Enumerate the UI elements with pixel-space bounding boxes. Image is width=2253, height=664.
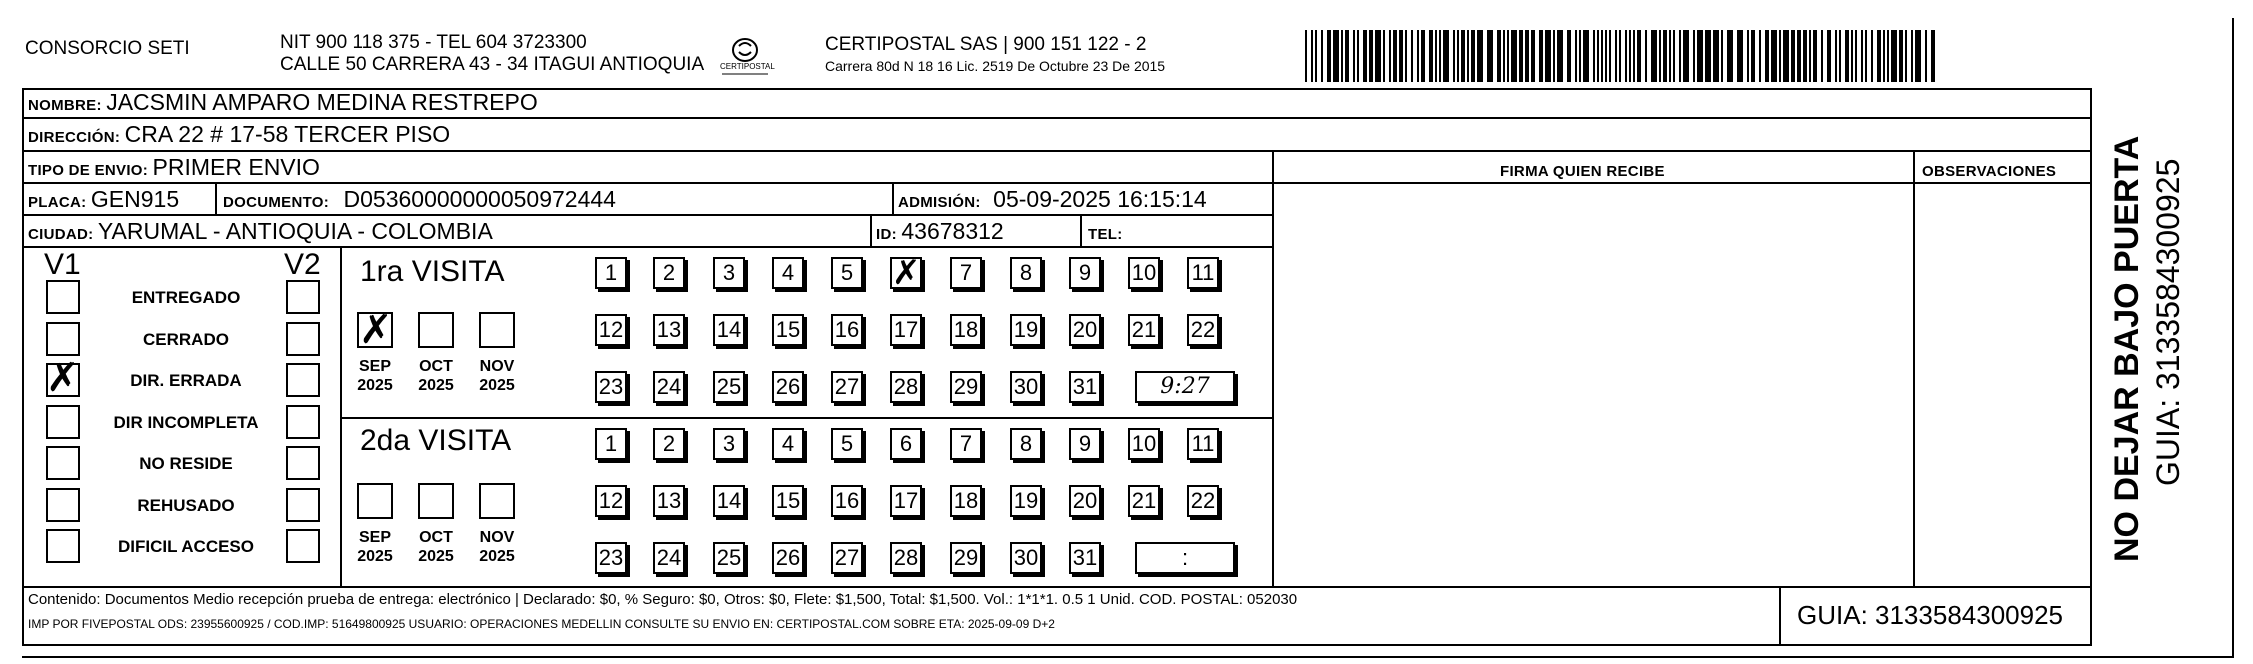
ciudad-row bbox=[28, 217, 493, 249]
second-visit-day[interactable]: 26 bbox=[772, 542, 804, 574]
v2-checkbox-1[interactable] bbox=[286, 280, 320, 314]
first-visit-day[interactable]: 16 bbox=[831, 314, 863, 346]
barcode-bar bbox=[1765, 30, 1769, 82]
v2-checkbox-7[interactable] bbox=[286, 529, 320, 563]
footer-contents: Contenido: Documentos Medio recepción prueba de entrega: electrónico | Declarado: $0, % Seguro: $0, Otros: $0, Flete: $1,500, Total: $1,500. Vol.: 1*1*1. 0.5 1 Unid. COD. POSTAL: 052030 bbox=[28, 591, 1298, 608]
barcode-bar bbox=[1567, 30, 1571, 82]
first-visit-day[interactable]: 25 bbox=[713, 371, 745, 403]
second-visit-day[interactable]: 28 bbox=[890, 542, 922, 574]
barcode-bar bbox=[1855, 30, 1857, 82]
month-name: NOV bbox=[479, 529, 515, 546]
second-visit-day[interactable]: 15 bbox=[772, 485, 804, 517]
carrier-line: CERTIPOSTAL SAS | 900 151 122 - 2 bbox=[825, 34, 1147, 55]
company-name: CONSORCIO SETI bbox=[25, 38, 190, 59]
barcode-bar bbox=[1457, 30, 1459, 82]
barcode-bar bbox=[1633, 30, 1635, 82]
month-year: 2025 bbox=[357, 377, 393, 394]
barcode-bar bbox=[1593, 30, 1595, 82]
first-visit-day[interactable]: 9 bbox=[1069, 257, 1101, 289]
barcode-bar bbox=[1453, 30, 1455, 82]
barcode-bar bbox=[1877, 30, 1881, 82]
barcode-bar bbox=[1321, 30, 1323, 82]
barcode-bar bbox=[1609, 30, 1611, 82]
barcode-bar bbox=[1545, 30, 1551, 82]
second-visit-time[interactable]: : bbox=[1135, 542, 1235, 574]
barcode-bar bbox=[1871, 30, 1873, 82]
barcode-bar bbox=[1597, 30, 1599, 82]
barcode-bar bbox=[1345, 30, 1349, 82]
first-visit-day[interactable]: 23 bbox=[595, 371, 627, 403]
barcode-bar bbox=[1579, 30, 1581, 82]
first-visit-day[interactable] bbox=[890, 253, 922, 293]
v2-checkbox-5[interactable] bbox=[286, 446, 320, 480]
barcode-bar bbox=[1883, 30, 1885, 82]
v2-label: V2 bbox=[284, 248, 321, 281]
v1-checkbox-5[interactable] bbox=[46, 446, 80, 480]
id-row bbox=[876, 217, 1004, 249]
first-visit-day[interactable]: 18 bbox=[950, 314, 982, 346]
second-visit-day[interactable]: 19 bbox=[1010, 485, 1042, 517]
placa-row bbox=[28, 185, 179, 217]
direccion-label: DIRECCIÓN: bbox=[28, 129, 121, 146]
barcode-bar bbox=[1525, 30, 1529, 82]
barcode-bar bbox=[1507, 30, 1509, 82]
barcode-bar bbox=[1813, 30, 1817, 82]
barcode-bar bbox=[1851, 30, 1853, 82]
direccion-row bbox=[28, 120, 450, 152]
v1-checkbox-1[interactable] bbox=[46, 280, 80, 314]
barcode-bar bbox=[1383, 30, 1385, 82]
barcode-bar bbox=[1713, 30, 1719, 82]
v1-checkbox-7[interactable] bbox=[46, 529, 80, 563]
barcode-bar bbox=[1363, 30, 1367, 82]
address-line: CALLE 50 CARRERA 43 - 34 ITAGUI ANTIOQUIA bbox=[280, 54, 705, 75]
ciudad-value: YARUMAL - ANTIOQUIA - COLOMBIA bbox=[97, 218, 493, 244]
logo-text: CERTIPOSTAL bbox=[720, 62, 775, 71]
barcode-bar bbox=[1663, 30, 1667, 82]
second-visit-day[interactable]: 5 bbox=[831, 428, 863, 460]
barcode-bar bbox=[1357, 30, 1359, 82]
second-visit-day[interactable]: 8 bbox=[1010, 428, 1042, 460]
barcode-bar bbox=[1771, 30, 1777, 82]
first-visit-title: 1ra VISITA bbox=[360, 255, 505, 288]
documento-label: DOCUMENTO: bbox=[223, 194, 330, 211]
first-visit-day[interactable]: 3 bbox=[713, 257, 745, 289]
barcode-bar bbox=[1629, 30, 1631, 82]
certipostal-logo bbox=[720, 34, 775, 80]
first-visit-day[interactable]: 13 bbox=[653, 314, 685, 346]
month-year: 2025 bbox=[418, 377, 454, 394]
barcode-bar bbox=[1421, 30, 1425, 82]
barcode-bar bbox=[1891, 30, 1897, 82]
barcode-bar bbox=[1553, 30, 1555, 82]
barcode-bar bbox=[1333, 30, 1339, 82]
month-year: 2025 bbox=[479, 548, 515, 565]
second-visit-day[interactable]: 2 bbox=[653, 428, 685, 460]
barcode-bar bbox=[1915, 30, 1921, 82]
v1-label: V1 bbox=[44, 248, 81, 281]
status-label: ENTREGADO bbox=[131, 288, 241, 307]
barcode-bar bbox=[1305, 30, 1307, 82]
barcode-bar bbox=[1887, 30, 1889, 82]
no-dejar-warning: NO DEJAR BAJO PUERTA bbox=[2108, 135, 2146, 562]
barcode-bar bbox=[1645, 30, 1647, 82]
second-visit-day[interactable]: 10 bbox=[1128, 428, 1160, 460]
placa-value: GEN915 bbox=[90, 186, 180, 212]
barcode-bar bbox=[1417, 30, 1419, 82]
tipo-row bbox=[28, 153, 320, 185]
observaciones-label: OBSERVACIONES bbox=[1922, 163, 2057, 180]
second-visit-month-label bbox=[413, 528, 459, 566]
month-check-mark: ✗ bbox=[359, 307, 393, 353]
barcode-bar bbox=[1861, 30, 1863, 82]
v1-check-mark: ✗ bbox=[46, 355, 80, 401]
barcode-bar bbox=[1911, 30, 1913, 82]
barcode-bar bbox=[1519, 30, 1523, 82]
barcode-bar bbox=[1783, 30, 1789, 82]
first-visit-day[interactable]: 4 bbox=[772, 257, 804, 289]
footer-guia: GUIA: 3133584300925 bbox=[1797, 600, 2063, 630]
barcode-bar bbox=[1797, 30, 1801, 82]
second-visit-day[interactable]: 25 bbox=[713, 542, 745, 574]
first-visit-day[interactable]: 14 bbox=[713, 314, 745, 346]
first-visit-day[interactable]: 24 bbox=[653, 371, 685, 403]
first-visit-day[interactable]: 7 bbox=[950, 257, 982, 289]
second-visit-month-checkbox[interactable] bbox=[357, 483, 393, 519]
first-visit-month-label bbox=[413, 357, 459, 395]
barcode-bar bbox=[1405, 30, 1407, 82]
barcode-bar bbox=[1669, 30, 1671, 82]
delivery-form bbox=[22, 88, 2092, 646]
barcode-bar bbox=[1803, 30, 1807, 82]
first-visit-day[interactable]: 15 bbox=[772, 314, 804, 346]
barcode-bar bbox=[1375, 30, 1381, 82]
barcode-bar bbox=[1369, 30, 1373, 82]
barcode-bar bbox=[1393, 30, 1397, 82]
barcode-bar bbox=[1311, 30, 1313, 82]
status-label: DIR INCOMPLETA bbox=[113, 413, 259, 432]
barcode-bar bbox=[1845, 30, 1849, 82]
second-visit-day[interactable]: 31 bbox=[1069, 542, 1101, 574]
barcode-bar bbox=[1899, 30, 1903, 82]
barcode-bar bbox=[1727, 30, 1733, 82]
barcode-bar bbox=[1809, 30, 1811, 82]
day-mark: ✗ bbox=[892, 253, 921, 293]
nombre-label: NOMBRE: bbox=[28, 97, 102, 114]
documento-value: D05360000000050972444 bbox=[343, 186, 616, 212]
second-visit-month-label bbox=[352, 528, 398, 566]
second-visit-day[interactable]: 20 bbox=[1069, 485, 1101, 517]
barcode-bar bbox=[1637, 30, 1641, 82]
month-name: SEP bbox=[358, 358, 391, 375]
placa-label: PLACA: bbox=[28, 194, 87, 211]
barcode-bar bbox=[1673, 30, 1675, 82]
first-visit-day[interactable]: 2 bbox=[653, 257, 685, 289]
barcode-bar bbox=[1925, 30, 1927, 82]
barcode-bar bbox=[1531, 30, 1535, 82]
barcode-bar bbox=[1429, 30, 1433, 82]
side-guia: GUIA: 3133584300925 bbox=[2150, 158, 2186, 486]
firma-label: FIRMA QUIEN RECIBE bbox=[1500, 163, 1665, 180]
month-year: 2025 bbox=[357, 548, 393, 565]
barcode-bar bbox=[1697, 30, 1703, 82]
first-visit-day[interactable]: 26 bbox=[772, 371, 804, 403]
barcode-bar bbox=[1435, 30, 1437, 82]
barcode-bar bbox=[1557, 30, 1563, 82]
barcode-bar bbox=[1353, 30, 1355, 82]
barcode-bar bbox=[1693, 30, 1695, 82]
first-visit-day[interactable]: 20 bbox=[1069, 314, 1101, 346]
first-visit-time[interactable]: 9:27 bbox=[1135, 371, 1235, 403]
barcode-bar bbox=[1721, 30, 1723, 82]
barcode-bar bbox=[1539, 30, 1543, 82]
barcode-bar bbox=[1443, 30, 1449, 82]
barcode-bar bbox=[1905, 30, 1907, 82]
status-label: DIFICIL ACCESO bbox=[117, 537, 254, 556]
v2-checkbox-3[interactable] bbox=[286, 363, 320, 397]
barcode-bar bbox=[1737, 30, 1743, 82]
license-line: Carrera 80d N 18 16 Lic. 2519 De Octubre 23 De 2015 bbox=[825, 58, 1166, 74]
barcode-bar bbox=[1827, 30, 1831, 82]
status-label: REHUSADO bbox=[137, 496, 235, 515]
barcode-bar bbox=[1779, 30, 1781, 82]
barcode-bar bbox=[1835, 30, 1837, 82]
nombre-row bbox=[28, 88, 538, 120]
admision-label: ADMISIÓN: bbox=[898, 194, 981, 211]
first-visit-day[interactable]: 5 bbox=[831, 257, 863, 289]
month-name: OCT bbox=[419, 529, 453, 546]
first-visit-day[interactable]: 19 bbox=[1010, 314, 1042, 346]
barcode-bar bbox=[1865, 30, 1867, 82]
documento-row bbox=[223, 185, 616, 217]
id-value: 43678312 bbox=[901, 218, 1004, 244]
month-name: OCT bbox=[419, 358, 453, 375]
v1-checkbox-4[interactable] bbox=[46, 405, 80, 439]
first-visit-day[interactable]: 22 bbox=[1187, 314, 1219, 346]
first-visit-day[interactable]: 8 bbox=[1010, 257, 1042, 289]
nombre-value: JACSMIN AMPARO MEDINA RESTREPO bbox=[106, 89, 538, 115]
first-visit-month-label bbox=[352, 357, 398, 395]
barcode-bar bbox=[1327, 30, 1331, 82]
barcode-bar bbox=[1497, 30, 1501, 82]
second-visit-day[interactable]: 29 bbox=[950, 542, 982, 574]
second-visit-day[interactable]: 17 bbox=[890, 485, 922, 517]
second-visit-day[interactable]: 6 bbox=[890, 428, 922, 460]
month-name: SEP bbox=[358, 529, 391, 546]
second-visit-day[interactable]: 24 bbox=[653, 542, 685, 574]
second-visit-day[interactable]: 3 bbox=[713, 428, 745, 460]
first-visit-month-checkbox[interactable] bbox=[479, 312, 515, 348]
admision-value: 05-09-2025 16:15:14 bbox=[993, 186, 1207, 212]
second-visit-day[interactable]: 30 bbox=[1010, 542, 1042, 574]
second-visit-month-checkbox[interactable] bbox=[418, 483, 454, 519]
status-label: CERRADO bbox=[143, 330, 229, 349]
barcode-bar bbox=[1503, 30, 1505, 82]
barcode-bar bbox=[1791, 30, 1795, 82]
second-visit-day[interactable]: 13 bbox=[653, 485, 685, 517]
id-label: ID: bbox=[876, 226, 897, 243]
first-visit-month-checkbox[interactable] bbox=[418, 312, 454, 348]
second-visit-day[interactable]: 4 bbox=[772, 428, 804, 460]
barcode-bar bbox=[1399, 30, 1403, 82]
barcode bbox=[1305, 30, 1940, 82]
barcode-bar bbox=[1683, 30, 1689, 82]
first-visit-day[interactable]: 30 bbox=[1010, 371, 1042, 403]
barcode-bar bbox=[1601, 30, 1603, 82]
second-visit-day[interactable]: 12 bbox=[595, 485, 627, 517]
second-visit-day[interactable]: 21 bbox=[1128, 485, 1160, 517]
first-visit-day[interactable]: 31 bbox=[1069, 371, 1101, 403]
status-label: NO RESIDE bbox=[139, 454, 233, 473]
second-visit-day[interactable]: 27 bbox=[831, 542, 863, 574]
footer-print-info: IMP POR FIVEPOSTAL ODS: 23955600925 / COD.IMP: 51649800925 USUARIO: OPERACIONES MEDELLIN CONSULTE SU ENVIO EN: CERTIPOSTAL.COM SOBRE ETA: 2025-09-09 D+2 bbox=[28, 617, 1055, 631]
month-year: 2025 bbox=[418, 548, 454, 565]
barcode-bar bbox=[1679, 30, 1681, 82]
first-visit-day[interactable]: 10 bbox=[1128, 257, 1160, 289]
second-visit-day[interactable]: 11 bbox=[1187, 428, 1219, 460]
tel-row bbox=[1088, 217, 1123, 249]
month-year: 2025 bbox=[479, 377, 515, 394]
second-visit-month-checkbox[interactable] bbox=[479, 483, 515, 519]
barcode-bar bbox=[1619, 30, 1621, 82]
v1-checkbox-6[interactable] bbox=[46, 488, 80, 522]
barcode-bar bbox=[1511, 30, 1517, 82]
admision-row bbox=[898, 185, 1207, 217]
v1-checkbox-2[interactable] bbox=[46, 322, 80, 356]
first-visit-day[interactable]: 12 bbox=[595, 314, 627, 346]
barcode-bar bbox=[1821, 30, 1823, 82]
barcode-bar bbox=[1487, 30, 1493, 82]
barcode-bar bbox=[1751, 30, 1755, 82]
barcode-bar bbox=[1439, 30, 1441, 82]
first-visit-day[interactable]: 28 bbox=[890, 371, 922, 403]
barcode-bar bbox=[1315, 30, 1317, 82]
barcode-bar bbox=[1575, 30, 1577, 82]
barcode-bar bbox=[1839, 30, 1841, 82]
ciudad-label: CIUDAD: bbox=[28, 226, 94, 243]
first-visit-day[interactable]: 21 bbox=[1128, 314, 1160, 346]
barcode-bar bbox=[1389, 30, 1391, 82]
second-visit-day[interactable]: 9 bbox=[1069, 428, 1101, 460]
second-visit-day[interactable]: 23 bbox=[595, 542, 627, 574]
second-visit-day[interactable]: 14 bbox=[713, 485, 745, 517]
barcode-bar bbox=[1605, 30, 1607, 82]
v2-checkbox-2[interactable] bbox=[286, 322, 320, 356]
second-visit-day[interactable]: 1 bbox=[595, 428, 627, 460]
second-visit-title: 2da VISITA bbox=[360, 424, 512, 457]
barcode-bar bbox=[1461, 30, 1465, 82]
first-visit-month-label bbox=[474, 357, 520, 395]
nit-line: NIT 900 118 375 - TEL 604 3723300 bbox=[280, 32, 587, 53]
barcode-bar bbox=[1747, 30, 1749, 82]
barcode-bar bbox=[1471, 30, 1475, 82]
first-visit-day[interactable]: 27 bbox=[831, 371, 863, 403]
barcode-bar bbox=[1705, 30, 1711, 82]
first-visit-day[interactable]: 1 bbox=[595, 257, 627, 289]
v2-checkbox-6[interactable] bbox=[286, 488, 320, 522]
v2-checkbox-4[interactable] bbox=[286, 405, 320, 439]
tipo-value: PRIMER ENVIO bbox=[152, 154, 320, 180]
barcode-bar bbox=[1477, 30, 1483, 82]
second-visit-day[interactable]: 18 bbox=[950, 485, 982, 517]
status-label: DIR. ERRADA bbox=[130, 371, 242, 390]
barcode-bar bbox=[1625, 30, 1627, 82]
direccion-value: CRA 22 # 17-58 TERCER PISO bbox=[124, 121, 451, 147]
barcode-bar bbox=[1931, 30, 1935, 82]
tipo-label: TIPO DE ENVIO: bbox=[28, 162, 149, 179]
barcode-bar bbox=[1583, 30, 1589, 82]
first-visit-day[interactable]: 11 bbox=[1187, 257, 1219, 289]
barcode-bar bbox=[1659, 30, 1661, 82]
month-name: NOV bbox=[479, 358, 515, 375]
barcode-bar bbox=[1651, 30, 1657, 82]
tel-label: TEL: bbox=[1088, 226, 1123, 243]
second-visit-day[interactable]: 16 bbox=[831, 485, 863, 517]
second-visit-day[interactable]: 22 bbox=[1187, 485, 1219, 517]
barcode-bar bbox=[1759, 30, 1761, 82]
first-visit-day[interactable]: 29 bbox=[950, 371, 982, 403]
barcode-bar bbox=[1341, 30, 1343, 82]
second-visit-month-label bbox=[474, 528, 520, 566]
first-visit-day[interactable]: 17 bbox=[890, 314, 922, 346]
second-visit-day[interactable]: 7 bbox=[950, 428, 982, 460]
barcode-bar bbox=[1615, 30, 1617, 82]
barcode-bar bbox=[1411, 30, 1413, 82]
barcode-bar bbox=[1467, 30, 1469, 82]
